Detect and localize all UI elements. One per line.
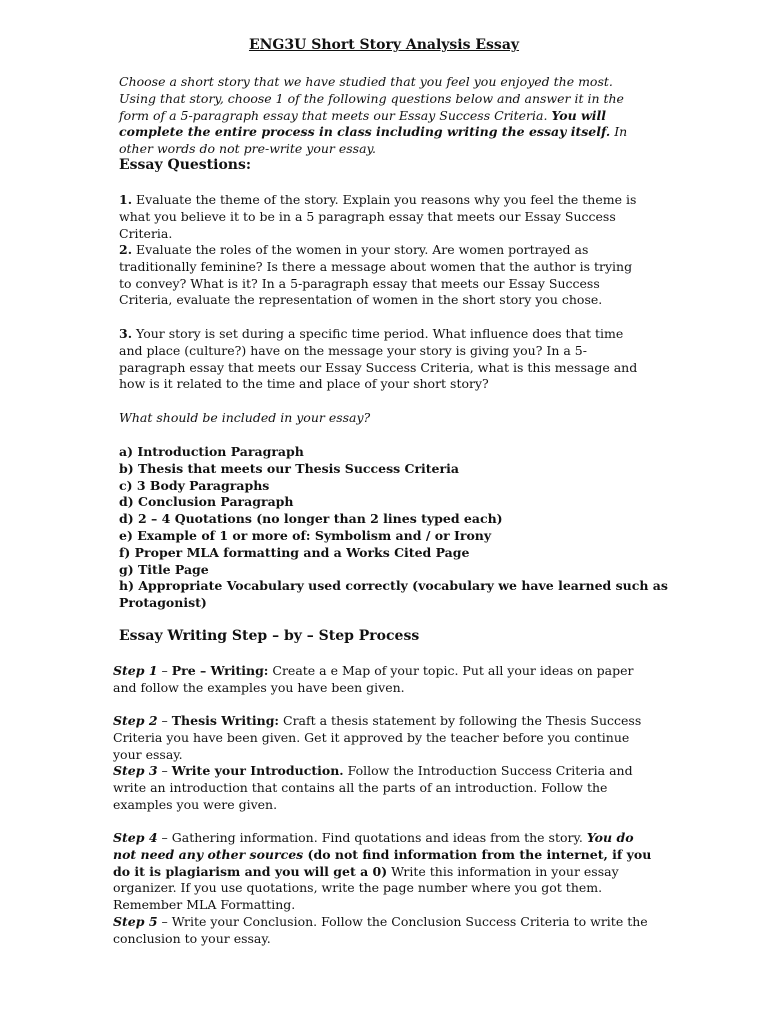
step-label: Step 2 [113, 713, 158, 728]
checklist-item: Protagonist) [119, 595, 207, 611]
questions-heading: Essay Questions: [119, 157, 252, 173]
checklist-item: h) Appropriate Vocabulary used correctly (vocabulary we have learned such as [119, 578, 668, 594]
intro-text: Choose a short story that we have studied that you feel you enjoyed the most. Using that story, choose 1 of the following questions below and answer it in the form of a 5-paragraph essay that meets our Essay Success Criteria. [119, 74, 624, 123]
question-2 [119, 242, 641, 309]
step-name: Write your Introduction. [171, 763, 344, 778]
step-text: Create a e Map of your topic. Put all your ideas on paper and follow the examples you have been given. [113, 663, 634, 695]
step-text: Follow the Conclusion Success Criteria to write the conclusion to your essay. [113, 914, 648, 946]
intro-text-end: In other words do not pre-write your essay. [119, 124, 628, 157]
intro-emphasis: You will complete the entire process in class including writing the essay itself. [119, 107, 611, 140]
step-name: Thesis Writing: [171, 713, 280, 728]
step-warning: (do not find information from the internet, if you do it is plagiarism and you will get a 0) [113, 846, 652, 879]
essay-checklist [119, 444, 668, 612]
step-name: Write your Conclusion. [171, 914, 318, 929]
step-dash: – [157, 713, 172, 728]
step-name: Gathering information. [171, 830, 318, 845]
step-dash: – [157, 763, 172, 778]
step-label: Step 4 [113, 830, 158, 845]
included-question: What should be included in your essay? [119, 410, 371, 425]
step-name: Pre – Writing: [171, 663, 269, 678]
question-text: Evaluate the roles of the women in your story. Are women portrayed as traditionally feminine? Is there a message about women that the author is trying to convey? What is it? In a 5-paragraph essay that meets our Essay Success Criteria, evaluate the representation of women in the short story you chose. [119, 242, 633, 308]
step-text: Find quotations and ideas from the story. [317, 830, 587, 845]
checklist-item: d) 2 – 4 Quotations (no longer than 2 lines typed each) [119, 511, 503, 527]
intro-paragraph [119, 74, 649, 158]
step-label: Step 3 [113, 763, 158, 778]
step-dash: – [157, 830, 172, 845]
question-text: Your story is set during a specific time period. What influence does that time and place (culture?) have on the message your story is giving you? In a 5-paragraph essay that meets our Essay Success Criteria, what is this message and how is it related to the time and place of your short story? [119, 326, 638, 392]
question-number: 3. [119, 326, 133, 341]
step-emphasis: You do not need any other sources [113, 830, 634, 862]
question-1 [119, 192, 641, 242]
checklist-item: c) 3 Body Paragraphs [119, 477, 270, 493]
checklist-item: d) Conclusion Paragraph [119, 494, 294, 510]
step-text-end: Write this information in your essay organizer. If you use quotations, write the page number where you got them. Remember MLA Formatting. [113, 863, 619, 913]
step-3 [113, 763, 658, 813]
checklist-item: a) Introduction Paragraph [119, 444, 304, 459]
checklist-item: f) Proper MLA formatting and a Works Cited Page [119, 544, 470, 560]
question-text: Evaluate the theme of the story. Explain you reasons why you feel the theme is what you believe it to be in a 5 paragraph essay that meets our Essay Success Criteria. [119, 192, 637, 241]
step-dash: – [157, 914, 172, 929]
step-1 [113, 663, 658, 697]
question-3 [119, 326, 641, 393]
step-dash: – [157, 663, 172, 678]
step-5 [113, 914, 658, 948]
checklist-item: e) Example of 1 or more of: Symbolism and / or Irony [119, 527, 492, 543]
step-text: Craft a thesis statement by following the Thesis Success Criteria you have been given. Get it approved by the teacher before you continue your essay. [113, 713, 642, 762]
step-label: Step 1 [113, 663, 158, 678]
step-label: Step 5 [113, 914, 158, 929]
question-number: 1. [119, 192, 133, 207]
document-title: ENG3U Short Story Analysis Essay [248, 37, 520, 53]
question-number: 2. [119, 242, 133, 257]
step-text: Follow the Introduction Success Criteria and write an introduction that contains all the parts of an introduction. Follow the examples you were given. [113, 763, 633, 812]
step-4 [113, 830, 658, 914]
checklist-item: b) Thesis that meets our Thesis Success Criteria [119, 460, 459, 476]
process-heading: Essay Writing Step – by – Step Process [119, 628, 420, 644]
checklist-item: g) Title Page [119, 561, 209, 577]
step-2 [113, 713, 658, 763]
